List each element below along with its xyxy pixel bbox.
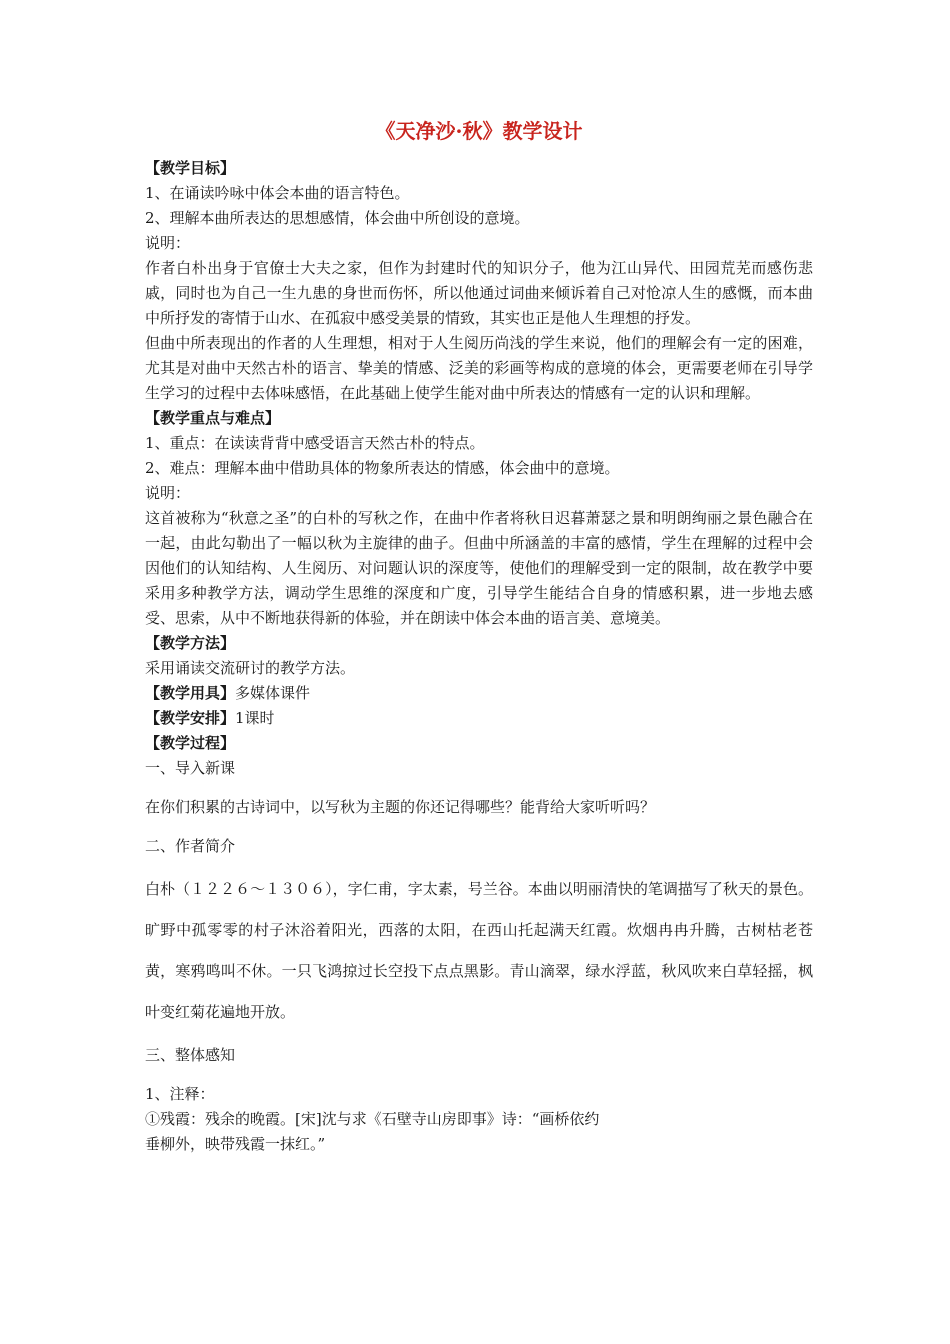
step-heading-author: 二、作者简介 — [145, 837, 236, 855]
key-points-explanation: 这首被称为“秋意之圣”的白朴的写秋之作，在曲中作者将秋日迟暮萧瑟之景和明朗绚丽之景色融合在一起，由此勾勒出了一幅以秋为主旋律的曲子。但曲中所涵盖的丰富的感情，学生在理解的过程中会因他们的认知结构、人生阅历、对问题认识的深度等，使他们的理解受到一定的限制，故在教学中要采用多种教学方法，调动学生思维的深度和广度，引导学生能结合自身的情感积累，进一步地去感受、思索，从中不断地获得新的体验，并在朗读中体会本曲的语言美、意境美。 — [145, 509, 813, 627]
document-title: 《天净沙·秋》教学设计 — [375, 119, 583, 143]
objective-item: 2、理解本曲所表达的思想感情，体会曲中所创设的意境。 — [145, 209, 530, 227]
note-label: 说明： — [145, 484, 191, 502]
section-heading-tools: 【教学用具】 — [145, 684, 236, 702]
notes-heading: 1、注释： — [145, 1085, 215, 1103]
key-point-item: 2、难点：理解本曲中借助具体的物象所表达的情感，体会曲中的意境。 — [145, 459, 620, 477]
note-label: 说明： — [145, 234, 191, 252]
section-heading-process: 【教学过程】 — [145, 734, 236, 752]
spacer — [145, 1068, 813, 1082]
step-heading-intro: 一、导入新课 — [145, 759, 236, 777]
section-heading-objectives: 【教学目标】 — [145, 159, 236, 177]
tools-text: 多媒体课件 — [235, 684, 311, 702]
step-heading-overview: 三、整体感知 — [145, 1046, 236, 1064]
objective-item: 1、在诵读吟咏中体会本曲的语言特色。 — [145, 184, 410, 202]
spacer — [145, 1033, 813, 1043]
section-heading-schedule: 【教学安排】 — [145, 709, 236, 727]
teaching-schedule-line — [145, 706, 813, 731]
methods-text: 采用诵读交流研讨的教学方法。 — [145, 659, 356, 677]
schedule-text: 1课时 — [235, 709, 275, 727]
section-heading-key-points: 【教学重点与难点】 — [145, 409, 281, 427]
step-author-text: 白朴（１２２６～１３０６），字仁甫，字太素，号兰谷。本曲以明丽清快的笔调描写了秋天的景色。旷野中孤零零的村子沐浴着阳光，西落的太阳，在西山托起满天红霞。炊烟冉冉升腾，古树枯老苍黄，寒鸦鸣叫不休。一只飞鸿掠过长空投下点点黑影。青山滴翠，绿水浮蓝，秋风吹来白草轻摇，枫叶变红菊花遍地开放。 — [145, 880, 813, 1021]
objectives-explanation-1: 作者白朴出身于官僚士大夫之家，但作为封建时代的知识分子，他为江山异代、田园荒芜而感伤悲戚，同时也为自己一生九患的身世而伤怀，所以他通过词曲来倾诉着自己对怆凉人生的感慨，而本曲中所抒发的寄情于山水、在孤寂中感受美景的情致，其实也正是他人生理想的抒发。 — [145, 259, 813, 327]
teaching-tools-line — [145, 681, 813, 706]
objectives-explanation-2: 但曲中所表现出的作者的人生理想，相对于人生阅历尚浅的学生来说，他们的理解会有一定的困难，尤其是对曲中天然古朴的语言、挚美的情感、泛美的彩画等构成的意境的体会，更需要老师在引导学生学习的过程中去体味感悟，在此基础上使学生能对曲中所表达的情感有一定的认识和理解。 — [145, 334, 813, 402]
spacer — [145, 820, 813, 834]
key-point-item: 1、重点：在读读背背中感受语言天然古朴的特点。 — [145, 434, 485, 452]
step-intro-text: 在你们积累的古诗词中，以写秋为主题的你还记得哪些？能背给大家听听吗？ — [145, 798, 656, 816]
note-line: 垂柳外，映带残霞一抹红。” — [145, 1135, 326, 1153]
document-page — [145, 118, 813, 1157]
section-heading-methods: 【教学方法】 — [145, 634, 236, 652]
note-line: ①残霞：残余的晚霞。[宋]沈与求《石壁寺山房即事》诗：“画桥依约 — [145, 1110, 600, 1128]
spacer — [145, 781, 813, 795]
spacer — [145, 859, 813, 869]
